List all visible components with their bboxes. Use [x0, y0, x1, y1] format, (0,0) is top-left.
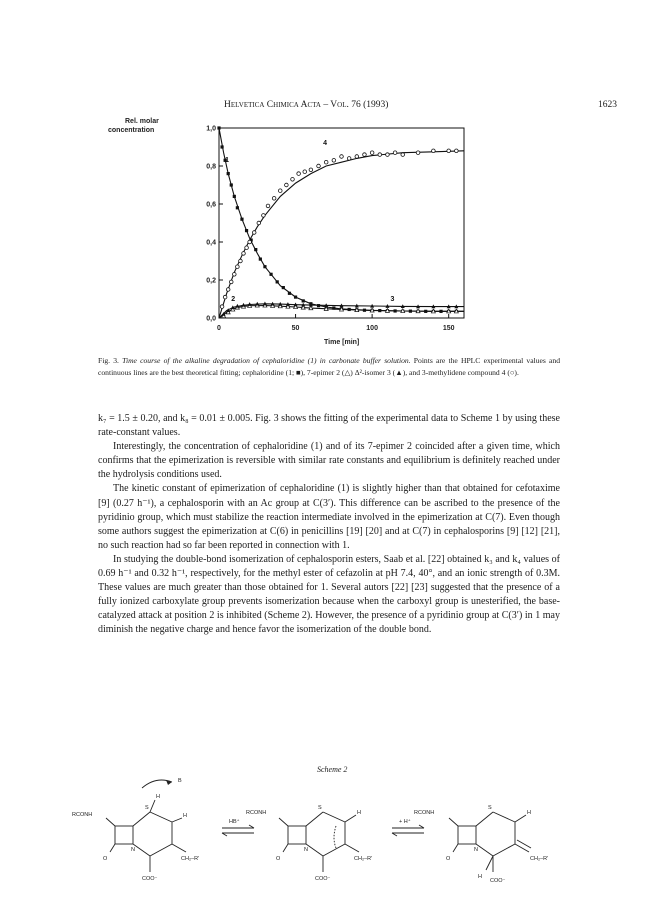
hplus-label: + H⁺	[399, 819, 411, 825]
y-tick-label: 0,8	[206, 163, 216, 171]
data-point-series-4	[447, 149, 451, 153]
data-point-series-1	[230, 183, 233, 186]
data-point-series-4	[291, 178, 295, 182]
ch2r-b: CH₂–R'	[354, 856, 373, 862]
oxygen-a: O	[103, 856, 108, 862]
data-point-series-4	[257, 221, 261, 225]
series-label-2: 2	[231, 295, 236, 303]
data-point-series-1	[276, 280, 279, 283]
data-point-series-4	[432, 149, 436, 153]
data-point-series-4	[236, 265, 240, 269]
figure-caption	[98, 355, 560, 379]
y-tick-label: 0,0	[206, 315, 216, 323]
data-point-series-1	[332, 307, 335, 310]
y-tick-label: 0,2	[206, 277, 216, 285]
h-b: H	[357, 810, 361, 816]
data-point-series-4	[416, 151, 420, 155]
data-point-series-4	[324, 160, 328, 164]
series-label-1: 1	[225, 157, 230, 165]
base-b: B	[178, 778, 182, 784]
concentration-chart	[0, 110, 657, 355]
data-point-series-4	[297, 172, 301, 176]
y-axis-label-line2: concentration	[108, 127, 155, 134]
oxygen-b: O	[276, 856, 281, 862]
y-tick-label: 0,6	[206, 201, 216, 209]
data-point-series-1	[409, 310, 412, 313]
data-point-series-4	[370, 151, 374, 155]
data-point-series-4	[278, 189, 282, 193]
data-point-series-4	[229, 280, 233, 284]
data-point-series-1	[294, 296, 297, 299]
data-point-series-4	[266, 204, 270, 208]
rconh-b: RCONH	[246, 810, 267, 816]
data-point-series-1	[424, 310, 427, 313]
data-point-series-4	[401, 153, 405, 157]
sulfur-c: S	[488, 805, 492, 811]
data-point-series-4	[332, 159, 336, 163]
scheme-title: Scheme 2	[317, 765, 348, 774]
data-point-series-4	[340, 155, 344, 159]
data-point-series-4	[386, 153, 390, 157]
x-tick-label: 100	[366, 325, 378, 332]
data-point-series-1	[217, 126, 220, 129]
y-tick-label: 1,0	[206, 125, 216, 133]
data-point-series-1	[348, 308, 351, 311]
data-point-series-4	[272, 197, 276, 201]
data-point-series-1	[233, 195, 236, 198]
data-point-series-4	[285, 183, 289, 187]
y-axis-label-line1: Rel. molar	[125, 118, 159, 125]
sulfur-b: S	[318, 805, 322, 811]
caption-label: Fig. 3.	[98, 356, 119, 365]
data-point-series-4	[355, 155, 359, 159]
caption-title: Time course of the alkaline degradation of cephaloridine (1) in carbonate buffer solution.	[122, 356, 411, 365]
data-point-series-1	[439, 310, 442, 313]
data-point-series-4	[303, 170, 307, 174]
x-axis-label: Time [min]	[324, 339, 360, 346]
coo-a: COO⁻	[142, 876, 158, 882]
coo-c: COO⁻	[490, 878, 506, 884]
data-point-series-4	[248, 240, 252, 244]
caption-text: Points are the HPLC experimental values and continuous lines are the best theoretical fitting; cephaloridine (1; ■), 7-epimer 2 (△) Δ²-isomer 3 (▲), and 3-methylidene compound 4 (○).	[98, 356, 560, 377]
sulfur-a: S	[145, 805, 149, 811]
x-tick-label: 150	[442, 325, 455, 332]
paragraph-1: k₇ = 1.5 ± 0.20, and k₈ = 0.01 ± 0.005. Fig. 3 shows the fitting of the experimental data to Scheme 1 by using these rate-constant values.	[98, 413, 560, 439]
series-label-4: 4	[323, 140, 328, 148]
equilibrium-arrow-1	[222, 825, 254, 836]
oxygen-c: O	[446, 856, 451, 862]
data-point-series-1	[254, 248, 257, 251]
data-point-series-4	[226, 288, 230, 292]
structure-c	[449, 812, 531, 872]
data-point-series-4	[317, 164, 321, 168]
data-point-series-1	[269, 273, 272, 276]
rconh-a: RCONH	[72, 812, 93, 818]
paragraph-4: In studying the double-bond isomerization of cephalosporin esters, Saab et al. [22] obtained k₃ and k₄ values of 0.69 h⁻¹ and 0.32 h⁻¹, respectively, for the methyl ester of cefazolin at pH 7.4, 40°, and an ionic strength of 0.3M. These values are much greater than those obtained for 1. Several autors [22] [23] suggested that the presence of a fully ionized carboxylate group prevents isomerization because when the carboxyl group is unesterified, the base-catalyzed attack at position 2 is inhibited (Scheme 2). However, the presence of a pyridinio group at C(3′) in 1 may diminish the negative charge and hence favor the isomerization of the double bond.	[98, 553, 560, 636]
ch2r-a: CH₂–R'	[181, 856, 200, 862]
data-point-series-4	[455, 149, 459, 153]
structure-a	[106, 780, 186, 872]
paragraph-3: The kinetic constant of epimerization of cephaloridine (1) is slightly higher than that obtained for cefotaxime [9] (0.27 h⁻¹), a cephalosporin with an Ac group at C(3′). This difference can be ascribed to the presence of the pyridinio group, which must stabilize the reaction intermediate involved in the epimerization at C(7). Even though some authors suggest the epimerization at C(6) in penicillins [19] [20] and at C(7) in cephalosporins [9] [12] [21], no such reaction had so far been reported in connection with 1.	[98, 483, 560, 551]
nitrogen-b: N	[304, 847, 308, 853]
page-number: 1623	[598, 100, 617, 110]
data-point-series-4	[262, 214, 266, 218]
data-point-series-4	[220, 305, 224, 309]
data-point-series-1	[220, 145, 223, 148]
data-point-series-4	[309, 168, 313, 172]
data-point-series-1	[302, 299, 305, 302]
data-point-series-4	[245, 246, 249, 250]
data-point-series-4	[393, 151, 397, 155]
data-point-series-1	[236, 206, 239, 209]
nitrogen-a: N	[131, 847, 135, 853]
data-point-series-4	[233, 273, 237, 277]
equilibrium-arrow-2	[392, 825, 424, 836]
series-label-3: 3	[390, 295, 395, 303]
data-point-series-4	[223, 295, 227, 299]
data-point-series-1	[240, 218, 243, 221]
h-a1: H	[156, 794, 160, 800]
paragraph-2: Interestingly, the concentration of cephaloridine (1) and of its 7-epimer 2 coincided after a given time, which confirms that the epimerization is reversible with similar rate constants and equilibrium is definitely reached under the hydrolysis conditions used.	[98, 441, 560, 481]
scheme-2	[0, 760, 657, 900]
data-point-series-1	[263, 265, 266, 268]
y-tick-label: 0,4	[206, 239, 216, 247]
coo-b: COO⁻	[315, 876, 331, 882]
data-point-series-4	[239, 259, 243, 263]
data-point-series-1	[288, 292, 291, 295]
data-point-series-1	[245, 229, 248, 232]
h-a2: H	[183, 813, 187, 819]
body-text	[98, 412, 560, 638]
data-point-series-4	[363, 153, 367, 157]
data-point-series-1	[259, 258, 262, 261]
data-point-series-4	[242, 252, 246, 256]
data-point-series-1	[378, 309, 381, 312]
h-c1: H	[527, 810, 531, 816]
h-c2: H	[478, 874, 482, 880]
data-point-series-1	[393, 309, 396, 312]
hb-label: HB⁺	[229, 819, 240, 825]
data-point-series-1	[317, 304, 320, 307]
data-point-series-4	[252, 231, 256, 235]
nitrogen-c: N	[474, 847, 478, 853]
data-point-series-1	[282, 286, 285, 289]
rconh-c: RCONH	[414, 810, 435, 816]
data-point-series-1	[363, 309, 366, 312]
data-point-series-4	[378, 153, 382, 157]
structure-b	[279, 812, 359, 872]
ch2r-c: CH₂–R'	[530, 856, 549, 862]
x-tick-label: 0	[217, 325, 221, 332]
x-tick-label: 50	[291, 325, 300, 332]
data-point-series-4	[347, 157, 351, 161]
fit-line-series-4	[219, 151, 464, 318]
data-point-series-1	[227, 172, 230, 175]
journal-header: Helvetica Chimica Acta – Vol. 76 (1993)	[224, 100, 389, 110]
